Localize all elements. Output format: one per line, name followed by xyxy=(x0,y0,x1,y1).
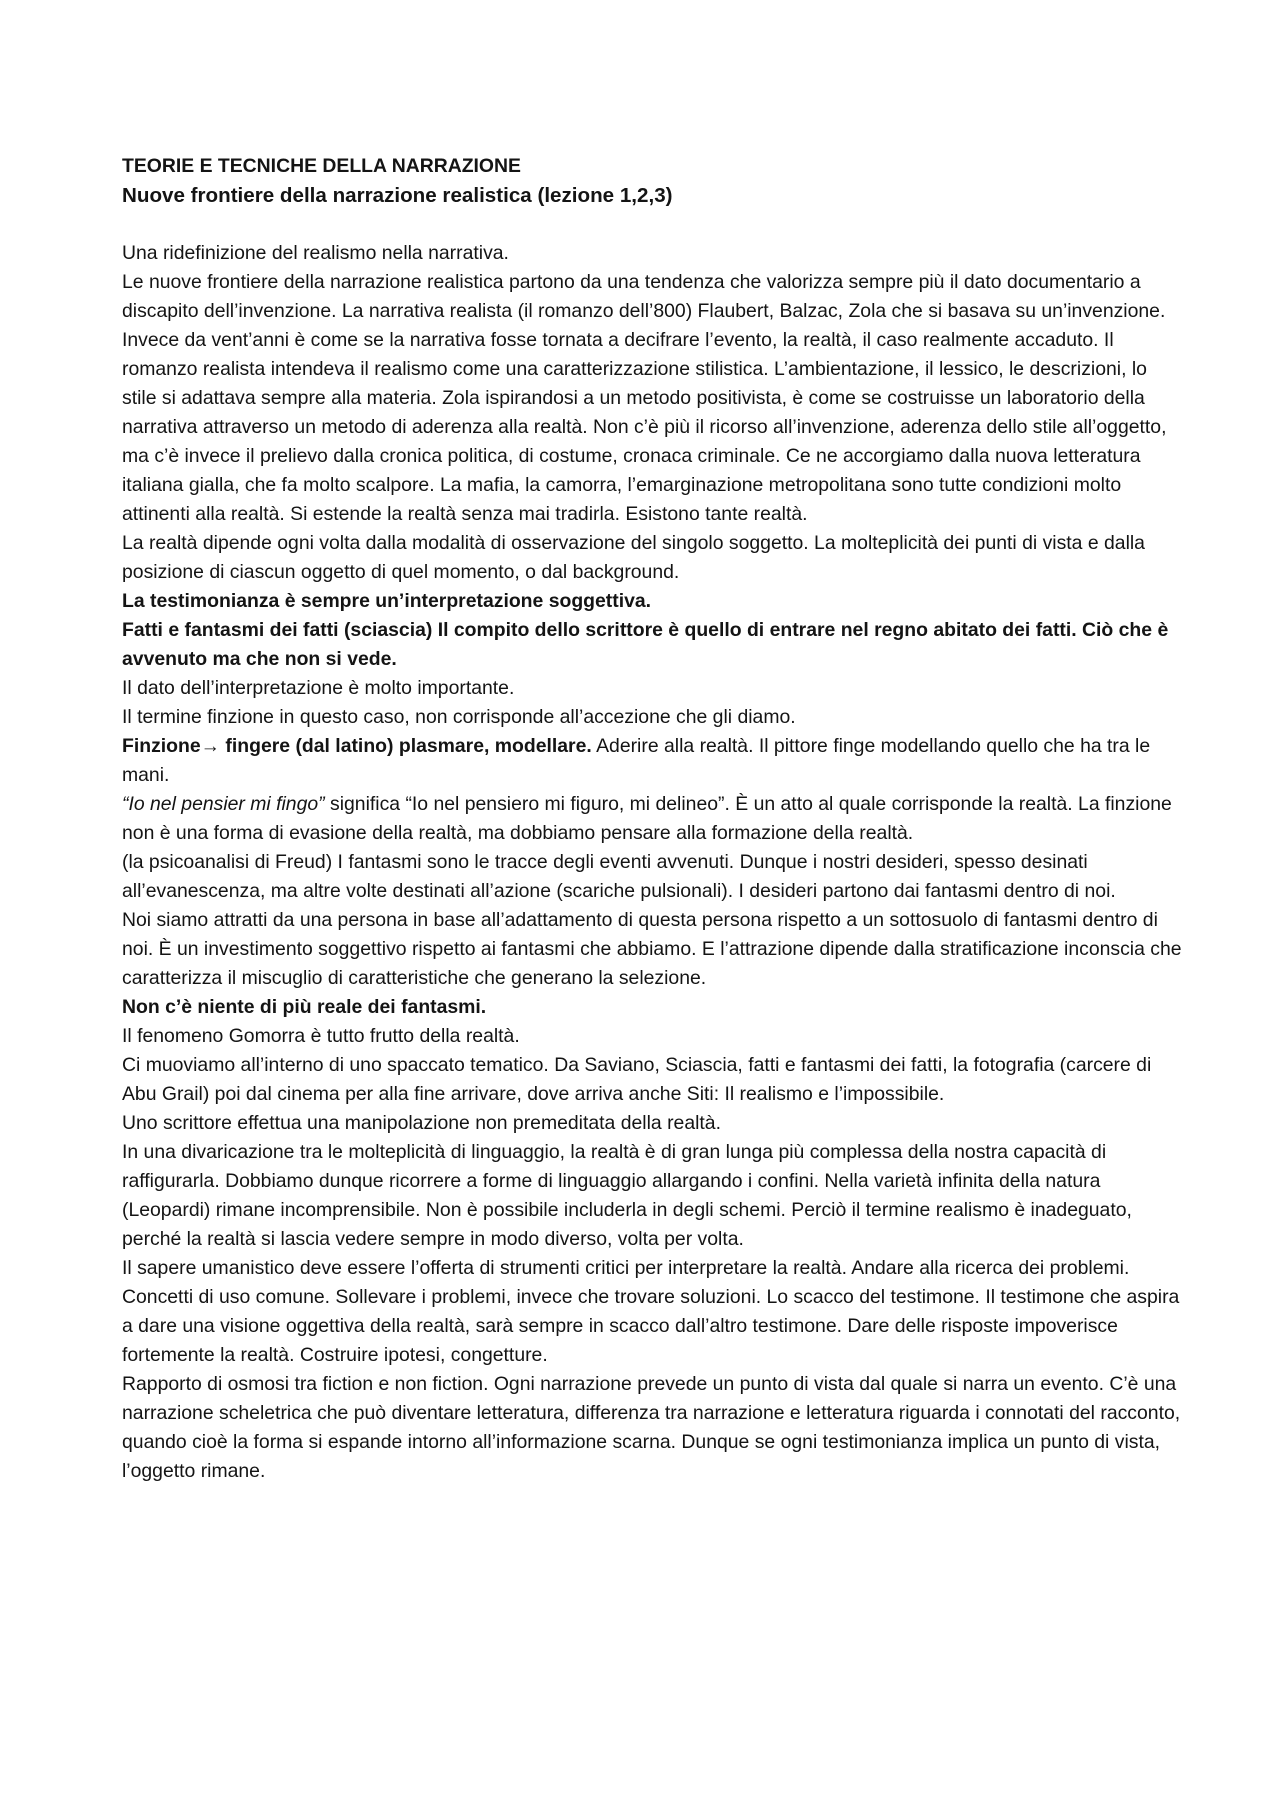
bold-text: Fatti e fantasmi dei fatti (sciascia) Il compito dello scrittore è quello di entrare nel regno abitato dei fatti. Ciò che è avvenuto ma che non si vede. xyxy=(122,619,1169,670)
paragraph-testimony xyxy=(122,587,1182,616)
paragraph-observation: La realtà dipende ogni volta dalla modalità di osservazione del singolo soggetto. La molteplicità dei punti di vista e dalla posizione di ciascun oggetto di quel momento, o dal background. xyxy=(122,532,1145,583)
paragraph-humanistic: Il sapere umanistico deve essere l’offerta di strumenti critici per interpretare la realtà. Andare alla ricerca dei problemi. Concetti di uso comune. Sollevare i problemi, invece che trovare soluzioni. Lo scacco del testimone. Il testimone che aspira a dare una visione oggettiva della realtà, sarà sempre in scacco dall’altro testimone. Dare delle risposte impoverisce fortemente la realtà. Costruire ipotesi, congetture. xyxy=(122,1257,1180,1366)
document-subtitle: Nuove frontiere della narrazione realistica (lezione 1,2,3) xyxy=(122,184,673,207)
document-page xyxy=(122,152,1182,1486)
paragraph-attraction: Noi siamo attratti da una persona in base all’adattamento di questa persona rispetto a un sottosuolo di fantasmi dentro di noi. È un investimento soggettivo rispetto ai fantasmi che abbiamo. E l’attrazione dipende dalla stratificazione inconscia che caratterizza il miscuglio di caratteristiche che generano la selezione. xyxy=(122,909,1182,989)
italic-quote: “Io nel pensier mi fingo” xyxy=(122,793,325,815)
paragraph-osmosis: Rapporto di osmosi tra fiction e non fiction. Ogni narrazione prevede un punto di vista dal quale si narra un evento. C’è una narrazione scheletrica che può diventare letteratura, differenza tra narrazione e letteratura riguarda i connotati del racconto, quando cioè la forma si espande intorno all’informazione scarna. Dunque se ogni testimonianza implica un punto di vista, l’oggetto rimane. xyxy=(122,1373,1181,1482)
paragraph-language: In una divaricazione tra le molteplicità di linguaggio, la realtà è di gran lunga più complessa della nostra capacità di raffigurarla. Dobbiamo dunque ricorrere a forme di linguaggio allargando i confini. Nella varietà infinita della natura (Leopardi) rimane incomprensibile. Non è possibile includerla in degli schemi. Perciò il termine realismo è inadeguato, perché la realtà si lascia vedere sempre in modo diverso, volta per volta. xyxy=(122,1141,1132,1250)
spacer xyxy=(122,210,1182,239)
paragraph-facts xyxy=(122,616,1182,674)
bold-text: La testimonianza è sempre un’interpretazione soggettiva. xyxy=(122,590,652,612)
body-text: significa “Io nel pensiero mi figuro, mi delineo”. È un atto al quale corrisponde la realtà. La finzione non è una forma di evasione della realtà, ma dobbiamo pensare alla formazione della realtà. xyxy=(122,793,1172,844)
bold-text: Finzione→ fingere (dal latino) plasmare, modellare. xyxy=(122,735,592,757)
paragraph-interpretation: Il dato dell’interpretazione è molto importante. xyxy=(122,677,515,699)
paragraph-manipulation: Uno scrittore effettua una manipolazione non premeditata della realtà. xyxy=(122,1112,721,1134)
bold-text: Non c’è niente di più reale dei fantasmi. xyxy=(122,996,487,1018)
paragraph-quote xyxy=(122,790,1182,848)
paragraph-freud: (la psicoanalisi di Freud) I fantasmi sono le tracce degli eventi avvenuti. Dunque i nostri desideri, spesso desinati all’evanescenza, ma altre volte destinati all’azione (scariche pulsionali). I desideri partono dai fantasmi dentro di noi. xyxy=(122,851,1116,902)
paragraph-fingere xyxy=(122,732,1182,790)
paragraph-phantoms xyxy=(122,993,1182,1022)
body-text: Aderire alla realtà. Il pittore finge modellando quello che ha tra le mani. xyxy=(122,735,1151,786)
document-title: TEORIE E TECNICHE DELLA NARRAZIONE xyxy=(122,155,521,177)
paragraph-intro: Una ridefinizione del realismo nella narrativa. xyxy=(122,242,509,264)
paragraph-gomorra: Il fenomeno Gomorra è tutto frutto della realtà. xyxy=(122,1025,520,1047)
paragraph-fiction-term: Il termine finzione in questo caso, non corrisponde all’accezione che gli diamo. xyxy=(122,706,796,728)
paragraph-realism: Le nuove frontiere della narrazione realistica partono da una tendenza che valorizza sempre più il dato documentario a discapito dell’invenzione. La narrativa realista (il romanzo dell’800) Flaubert, Balzac, Zola che si basava su un’invenzione. Invece da vent’anni è come se la narrativa fosse tornata a decifrare l’evento, la realtà, il caso realmente accaduto. Il romanzo realista intendeva il realismo come una caratterizzazione stilistica. L’ambientazione, il lessico, le descrizioni, lo stile si adattava sempre alla materia. Zola ispirandosi a un metodo positivista, è come se costruisse un laboratorio della narrativa attraverso un metodo di aderenza alla realtà. Non c’è più il ricorso all’invenzione, aderenza dello stile all’oggetto, ma c’è invece il prelievo dalla cronica politica, di costume, cronaca criminale. Ce ne accorgiamo dalla nuova letteratura italiana gialla, che fa molto scalpore. La mafia, la camorra, l’emarginazione metropolitana sono tutte condizioni molto attinenti alla realtà. Si estende la realtà senza mai tradirla. Esistono tante realtà. xyxy=(122,271,1167,525)
paragraph-thematic: Ci muoviamo all’interno di uno spaccato tematico. Da Saviano, Sciascia, fatti e fantasmi dei fatti, la fotografia (carcere di Abu Grail) poi dal cinema per alla fine arrivare, dove arriva anche Siti: Il realismo e l’impossibile. xyxy=(122,1054,1152,1105)
